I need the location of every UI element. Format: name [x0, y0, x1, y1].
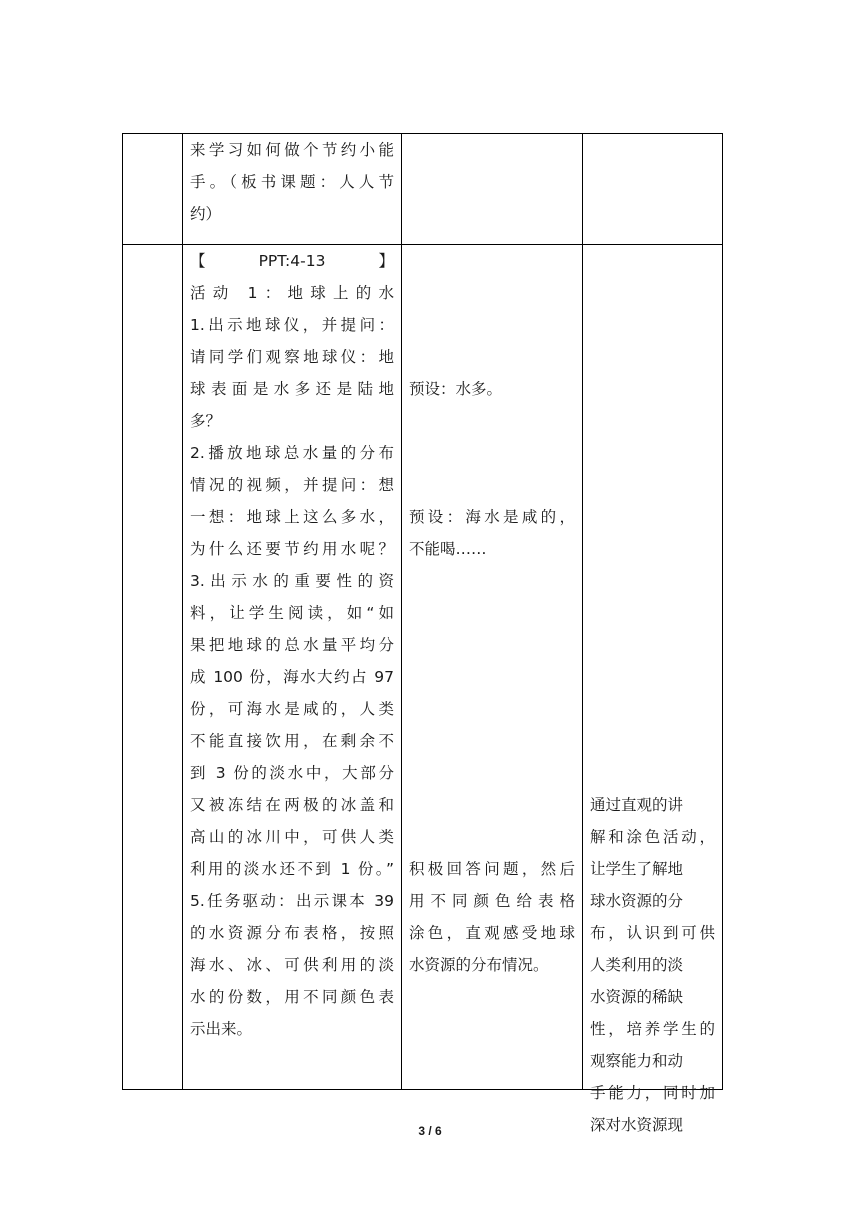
text-line: [409, 1013, 575, 1045]
text-line: 手能力，同时加: [590, 1084, 715, 1102]
text-line: [409, 629, 575, 661]
text-line: [590, 309, 715, 341]
text-line: [409, 661, 575, 693]
text-line: 预设：海水是咸的，: [409, 508, 575, 526]
student-activity-cell: [402, 245, 583, 1090]
text-line: 【PPT:4-13】: [190, 252, 394, 270]
text-line: [409, 757, 575, 789]
text-line: [409, 469, 575, 501]
text-line: [409, 341, 575, 373]
text-line: [590, 277, 715, 309]
text-line: [409, 693, 575, 725]
text-line: [409, 725, 575, 757]
text-line: [590, 501, 715, 533]
text-line: 海水、冰、可供利用的淡: [190, 956, 394, 974]
text-line: 到 3 份的淡水中，大部分: [190, 764, 394, 782]
text-line: 不能喝……: [409, 540, 487, 558]
text-line: 水资源的分布情况。: [409, 956, 549, 974]
text-line: 为什么还要节约用水呢？: [190, 540, 394, 558]
teacher-activity-cell: [183, 134, 402, 245]
text-line: 又被冻结在两极的冰盖和: [190, 796, 394, 814]
text-line: [590, 373, 715, 405]
text-line: [590, 629, 715, 661]
text-line: 情况的视频，并提问：想: [190, 476, 394, 494]
text-line: 球水资源的分: [590, 892, 684, 910]
text-line: 水的份数，用不同颜色表: [190, 988, 394, 1006]
stage-cell: [123, 245, 183, 1090]
text-line: 1.出示地球仪，并提问：: [190, 316, 394, 334]
text-line: 涂色，直观感受地球: [409, 924, 575, 942]
text-line: 人类利用的淡: [590, 956, 684, 974]
text-line: [409, 437, 575, 469]
text-line: 通过直观的讲: [590, 796, 684, 814]
text-line: 料，让学生阅读，如“如: [190, 604, 394, 622]
text-line: 高山的冰川中，可供人类: [190, 828, 394, 846]
text-line: 水资源的稀缺: [590, 988, 684, 1006]
text-line: 手。（板书课题：人人节: [190, 173, 394, 191]
text-line: 2.播放地球总水量的分布: [190, 444, 394, 462]
page-number: 3 / 6: [418, 1124, 442, 1138]
text-line: [409, 789, 575, 821]
text-line: 的水资源分布表格，按照: [190, 924, 394, 942]
text-line: 性，培养学生的: [590, 1020, 715, 1038]
text-line: 解和涂色活动，: [590, 828, 715, 846]
student-activity-cell: [402, 134, 583, 245]
text-line: [590, 341, 715, 373]
text-line: [409, 277, 575, 309]
text-line: [590, 245, 715, 277]
text-line: 不能直接饮用，在剩余不: [190, 732, 394, 750]
text-line: [409, 981, 575, 1013]
text-line: [590, 693, 715, 725]
text-line: 来学习如何做个节约小能: [190, 141, 394, 159]
text-line: 一想：地球上这么多水，: [190, 508, 394, 526]
table-row: [123, 134, 723, 245]
text-line: [590, 565, 715, 597]
design-intent-cell: [583, 134, 723, 245]
text-line: 份，可海水是咸的，人类: [190, 700, 394, 718]
text-line: [409, 309, 575, 341]
text-line: [409, 821, 575, 853]
text-line: [590, 661, 715, 693]
text-line: [409, 245, 575, 277]
text-line: 深对水资源现: [590, 1116, 684, 1134]
text-line: 活动 1：地球上的水: [190, 284, 394, 302]
text-line: [409, 597, 575, 629]
stage-cell: [123, 134, 183, 245]
text-line: [590, 533, 715, 565]
text-line: 3.出示水的重要性的资: [190, 572, 394, 590]
text-line: 球表面是水多还是陆地: [190, 380, 394, 398]
text-line: 成 100 份，海水大约占 97: [190, 668, 394, 686]
text-line: 积极回答问题，然后: [409, 860, 575, 878]
text-line: 用不同颜色给表格: [409, 892, 575, 910]
design-intent-cell: [583, 245, 723, 1134]
text-line: [590, 405, 715, 437]
text-line: [409, 565, 575, 597]
text-line: 利用的淡水还不到 1 份。”: [190, 860, 394, 878]
text-line: [409, 405, 575, 437]
text-line: [590, 469, 715, 501]
text-line: 让学生了解地: [590, 860, 684, 878]
teacher-activity-cell: [183, 245, 402, 1090]
text-line: 请同学们观察地球仪：地: [190, 348, 394, 366]
text-line: [590, 757, 715, 789]
text-line: 示出来。: [190, 1020, 253, 1038]
text-line: 5.任务驱动：出示课本 39: [190, 892, 394, 910]
text-line: 果把地球的总水量平均分: [190, 636, 394, 654]
text-line: [590, 597, 715, 629]
text-line: 布，认识到可供: [590, 924, 715, 942]
text-line: 预设：水多。: [409, 380, 503, 398]
text-line: 多？: [190, 412, 222, 430]
text-line: [590, 437, 715, 469]
text-line: [590, 725, 715, 757]
text-line: 观察能力和动: [590, 1052, 684, 1070]
text-line: 约）: [190, 205, 222, 223]
